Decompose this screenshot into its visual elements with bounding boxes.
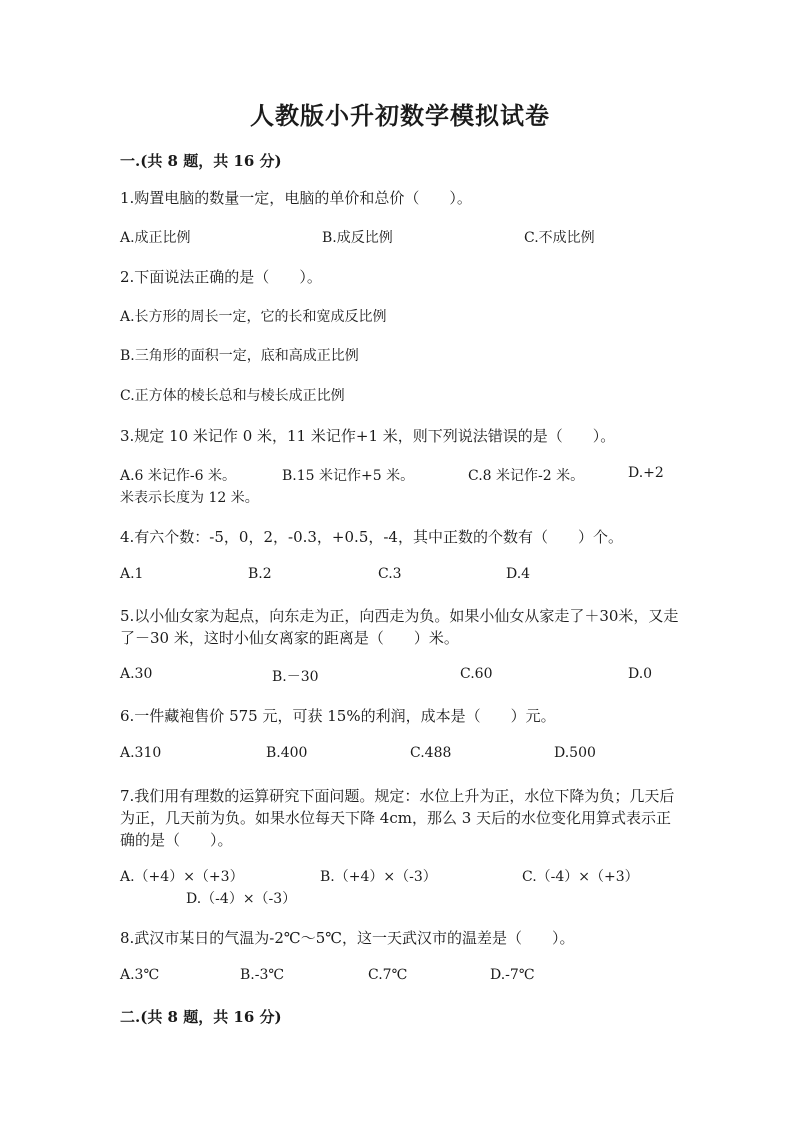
question-7: 7.我们用有理数的运算研究下面问题。规定：水位上升为正，水位下降为负；几天后为正，几天前为负。如果水位每天下降 4cm，那么 3 天后的水位变化用算式表示正确的是（ ）。 [120, 787, 675, 849]
q8-option-a: A.3℃ [120, 967, 160, 983]
q8-option-b: B.-3℃ [240, 967, 285, 983]
q4-option-d: D.4 [506, 566, 531, 582]
q4-option-b: B.2 [248, 566, 272, 582]
question-5-options [120, 666, 680, 688]
question-6: 6.一件藏袍售价 575 元，可获 15%的利润，成本是（ ）元。 [120, 707, 556, 725]
question-3: 3.规定 10 米记作 0 米，11 米记作+1 米，则下列说法错误的是（ ）。 [120, 427, 616, 445]
q3-option-a: A.6 米记作-6 米。 [120, 468, 237, 484]
question-3-options [120, 465, 680, 487]
q1-option-c: C.不成比例 [524, 230, 595, 246]
q6-option-d: D.500 [554, 745, 596, 761]
exam-title: 人教版小升初数学模拟试卷 [250, 101, 550, 130]
question-8: 8.武汉市某日的气温为-2℃～5℃，这一天武汉市的温差是（ ）。 [120, 929, 575, 947]
q2-option-b: B.三角形的面积一定，底和高成正比例 [120, 348, 359, 364]
section-heading-1: 一.(共 8 题，共 16 分) [120, 152, 282, 170]
question-5: 5.以小仙女家为起点，向东走为正，向西走为负。如果小仙女从家走了＋30米，又走了－30 米，这时小仙女离家的距离是（ ）米。 [120, 607, 679, 647]
question-7-options [120, 866, 680, 888]
q2-option-c: C.正方体的棱长总和与棱长成正比例 [120, 388, 345, 404]
q5-option-b: B.－30 [272, 669, 319, 685]
question-4-options [120, 566, 680, 588]
question-1: 1.购置电脑的数量一定，电脑的单价和总价（ ）。 [120, 189, 472, 207]
q3-option-d-continued: 米表示长度为 12 米。 [120, 490, 259, 506]
q6-option-b: B.400 [266, 745, 308, 761]
q4-option-a: A.1 [120, 566, 144, 582]
q7-option-a: A.（+4）×（+3） [120, 869, 244, 885]
question-4: 4.有六个数：-5，0，2，-0.3，+0.5，-4，其中正数的个数有（ ）个。 [120, 528, 623, 546]
q6-option-c: C.488 [410, 745, 452, 761]
question-8-options [120, 967, 680, 989]
q5-option-a: A.30 [120, 666, 153, 682]
q3-option-d: D.+2 [628, 465, 664, 481]
question-6-options [120, 745, 680, 767]
q2-option-a: A.长方形的周长一定，它的长和宽成反比例 [120, 309, 387, 325]
q1-option-a: A.成正比例 [120, 230, 191, 246]
q6-option-a: A.310 [120, 745, 162, 761]
question-2: 2.下面说法正确的是（ ）。 [120, 268, 322, 286]
q7-option-c: C.（-4）×（+3） [522, 869, 639, 885]
section-heading-2: 二.(共 8 题，共 16 分) [120, 1008, 282, 1026]
q1-option-b: B.成反比例 [322, 230, 393, 246]
q3-option-c: C.8 米记作-2 米。 [468, 468, 585, 484]
q5-option-c: C.60 [460, 666, 493, 682]
q5-option-d: D.0 [628, 666, 653, 682]
q3-option-b: B.15 米记作+5 米。 [282, 468, 415, 484]
q4-option-c: C.3 [378, 566, 402, 582]
question-1-options [120, 227, 680, 249]
q8-option-c: C.7℃ [368, 967, 408, 983]
q8-option-d: D.-7℃ [490, 967, 535, 983]
q7-option-d: D.（-4）×（-3） [186, 891, 297, 907]
q7-option-b: B.（+4）×（-3） [320, 869, 437, 885]
